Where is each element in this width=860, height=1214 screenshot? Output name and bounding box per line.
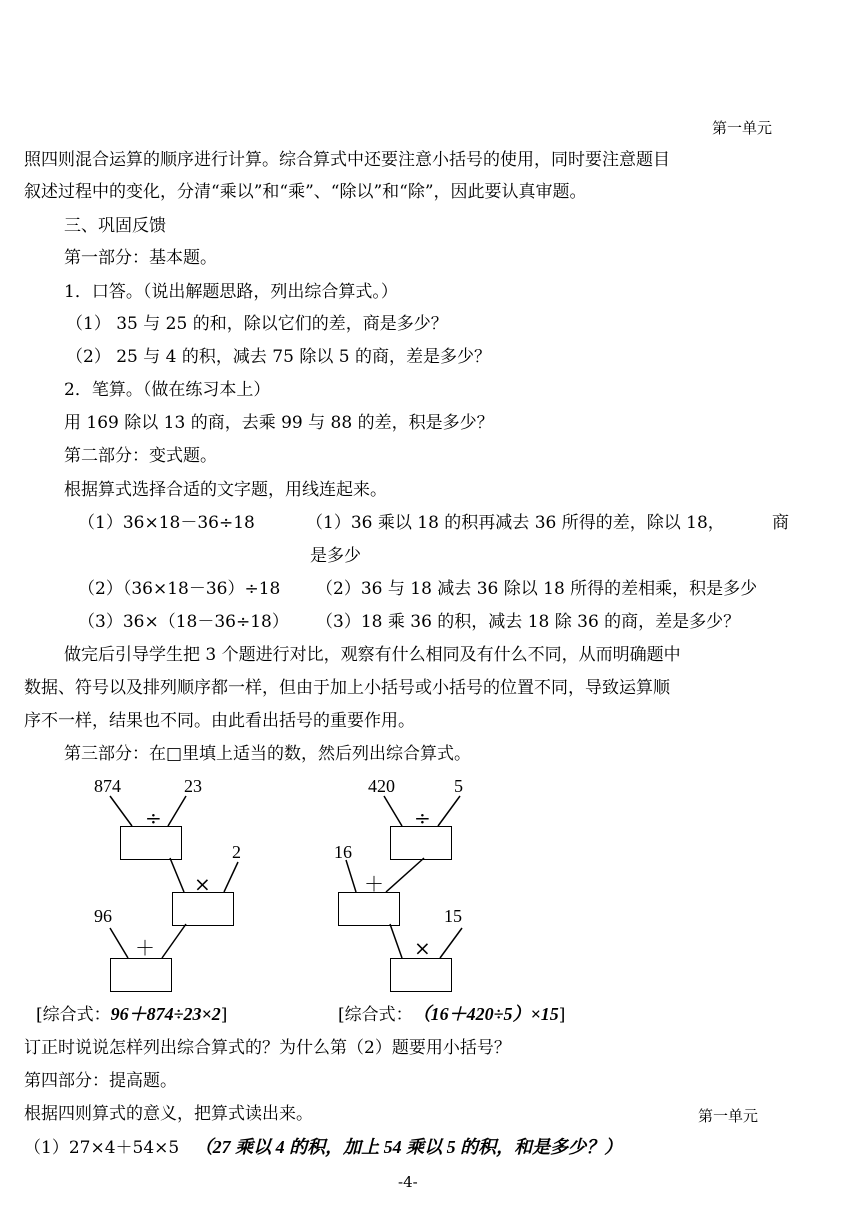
tree-number: 96 xyxy=(94,906,112,926)
match-right: （1）36 乘以 18 的积再减去 36 所得的差，除以 18， xyxy=(306,513,725,533)
tree-number: 874 xyxy=(94,776,121,796)
answer-box[interactable] xyxy=(110,958,172,992)
expression: （1）27×4＋54×5 xyxy=(24,1138,180,1158)
part-heading: 第二部分：变式题。 xyxy=(64,446,217,466)
question-line: 1．口答。（说出解题思路，列出综合算式。） xyxy=(64,282,398,302)
plus-operator: ＋ xyxy=(135,936,155,960)
tree-number: 5 xyxy=(454,776,463,796)
answer-box[interactable] xyxy=(172,892,234,926)
divide-operator: ÷ xyxy=(145,806,162,830)
paragraph-line: 数据、符号以及排列顺序都一样，但由于加上小括号或小括号的位置不同，导致运算顺 xyxy=(24,678,670,698)
tree-number: 16 xyxy=(334,842,352,862)
question-line: （2） 25 与 4 的积，减去 75 除以 5 的商，差是多少？ xyxy=(66,347,491,367)
paragraph-line: 做完后引导学生把 3 个题进行对比，观察有什么相同及有什么不同，从而明确题中 xyxy=(64,645,681,665)
question-line: 用 169 除以 13 的商，去乘 99 与 88 的差，积是多少？ xyxy=(64,413,494,433)
match-left: （3）36×（18－36÷18） xyxy=(78,612,289,632)
match-right: 是多少 xyxy=(310,546,361,566)
divide-operator: ÷ xyxy=(414,806,431,830)
paragraph-line: 照四则混合运算的顺序进行计算。综合算式中还要注意小括号的使用，同时要注意题目 xyxy=(24,150,670,170)
tree-number: 15 xyxy=(444,906,462,926)
multiply-operator: × xyxy=(414,936,431,960)
formula-answer: （16＋420÷5）×15 xyxy=(412,1004,559,1024)
paragraph-line: 叙述过程中的变化，分清“乘以”和“乘”、“除以”和“除”，因此要认真审题。 xyxy=(24,182,587,202)
formula-label: [综合式： xyxy=(338,1005,413,1025)
paragraph-line: 根据四则算式的意义，把算式读出来。 xyxy=(24,1104,313,1124)
paragraph-line: 根据算式选择合适的文字题，用线连起来。 xyxy=(64,480,387,500)
part-heading: 第四部分：提高题。 xyxy=(24,1071,177,1091)
answer-box[interactable] xyxy=(338,892,400,926)
question-line: 2．笔算。（做在练习本上） xyxy=(64,380,271,400)
match-left: （2）（36×18－36）÷18 xyxy=(78,579,281,599)
match-right: 商 xyxy=(772,513,789,533)
paragraph-line: 订正时说说怎样列出综合算式的？为什么第（2）题要用小括号？ xyxy=(24,1038,511,1058)
unit-label: 第一单元 xyxy=(712,119,773,137)
tree-number: 23 xyxy=(184,776,202,796)
formula-label: [综合式： xyxy=(36,1005,111,1025)
formula-bracket: ] xyxy=(558,1005,566,1025)
match-right: （2）36 与 18 减去 36 除以 18 所得的差相乘，积是多少 xyxy=(316,579,758,599)
answer-text: （27 乘以 4 的积，加上 54 乘以 5 的积，和是多少？） xyxy=(194,1137,623,1157)
answer-box[interactable] xyxy=(390,958,452,992)
formula-2 xyxy=(338,1002,565,1027)
paragraph-line: 序不一样，结果也不同。由此看出括号的重要作用。 xyxy=(24,711,415,731)
formula-1 xyxy=(36,1002,227,1027)
answer-box[interactable] xyxy=(120,826,182,860)
formula-bracket: ] xyxy=(220,1005,228,1025)
plus-operator: ＋ xyxy=(364,872,384,896)
answer-box[interactable] xyxy=(390,826,452,860)
match-right: （3）18 乘 36 的积，减去 18 除 36 的商，差是多少？ xyxy=(316,612,741,632)
formula-answer: 96＋874÷23×2 xyxy=(110,1004,221,1024)
section-heading: 三、巩固反馈 xyxy=(64,216,166,236)
unit-label: 第一单元 xyxy=(698,1107,759,1125)
part-heading: 第一部分：基本题。 xyxy=(64,248,217,268)
tree-number: 420 xyxy=(368,776,395,796)
question-line xyxy=(24,1135,622,1160)
multiply-operator: × xyxy=(194,872,211,896)
tree-number: 2 xyxy=(232,842,241,862)
part-heading: 第三部分：在□里填上适当的数，然后列出综合算式。 xyxy=(64,744,472,764)
page-number: -4- xyxy=(398,1173,418,1191)
question-line: （1） 35 与 25 的和，除以它们的差，商是多少？ xyxy=(66,314,448,334)
match-left: （1）36×18－36÷18 xyxy=(78,513,255,533)
